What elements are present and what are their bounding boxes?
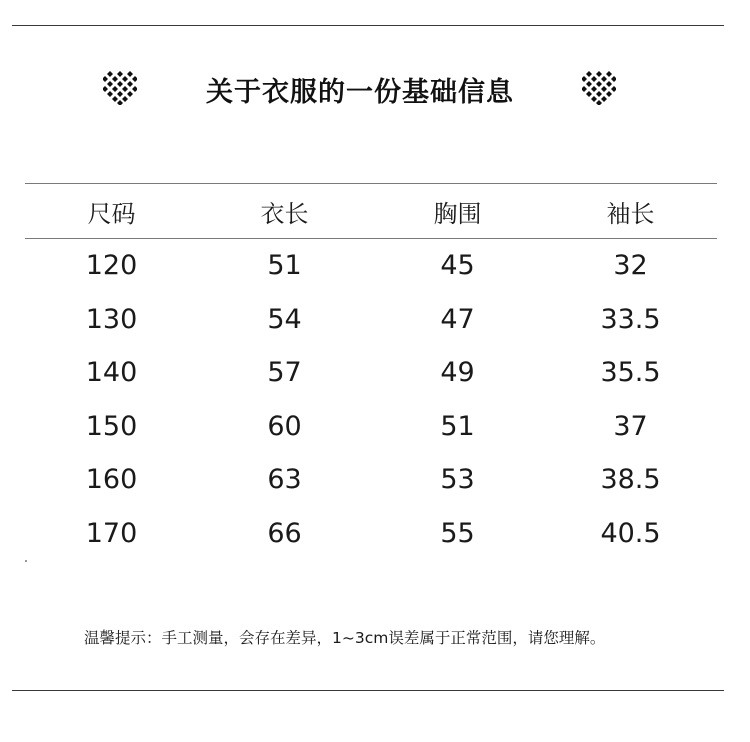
table-cell: 160	[85, 464, 138, 496]
top-rule	[12, 25, 724, 26]
header-cell-length: 衣长	[260, 199, 309, 228]
table-row	[25, 239, 717, 293]
table-cell: 40.5	[600, 517, 661, 549]
table-cell: 51	[267, 250, 302, 282]
table-cell: 35.5	[600, 357, 661, 389]
table-cell: 37	[613, 410, 648, 442]
table-cell: 57	[267, 357, 302, 389]
diamond-grid-icon	[582, 71, 616, 105]
table-cell: 120	[85, 250, 138, 282]
table-cell: 63	[267, 464, 302, 496]
table-cell: 60	[267, 410, 302, 442]
header-cell-size: 尺码	[87, 199, 136, 228]
table-cell: 33.5	[600, 303, 661, 335]
table-cell: 54	[267, 303, 302, 335]
table-row	[25, 346, 717, 400]
header-cell-sleeve: 袖长	[606, 199, 655, 228]
table-cell: 170	[85, 517, 138, 549]
table-cell: 32	[613, 250, 648, 282]
bottom-rule	[12, 690, 724, 691]
page-title: 关于衣服的一份基础信息	[206, 77, 514, 108]
table-row	[25, 400, 717, 454]
table-cell: 38.5	[600, 464, 661, 496]
table-cell: 130	[85, 303, 138, 335]
table-body	[25, 239, 717, 560]
header-cell-chest: 胸围	[433, 199, 482, 228]
stray-dot	[25, 560, 27, 562]
table-header	[25, 184, 717, 238]
table-row	[25, 507, 717, 561]
table-cell: 66	[267, 517, 302, 549]
table-cell: 49	[440, 357, 475, 389]
table-cell: 51	[440, 410, 475, 442]
table-row	[25, 453, 717, 507]
size-table	[25, 183, 717, 560]
title-row	[0, 62, 750, 112]
table-cell: 150	[85, 410, 138, 442]
measurement-note: 温馨提示：手工测量，会存在差异，1~3cm误差属于正常范围，请您理解。	[84, 629, 606, 647]
table-cell: 47	[440, 303, 475, 335]
table-cell: 55	[440, 517, 475, 549]
table-cell: 45	[440, 250, 475, 282]
table-row	[25, 293, 717, 347]
table-cell: 140	[85, 357, 138, 389]
table-cell: 53	[440, 464, 475, 496]
